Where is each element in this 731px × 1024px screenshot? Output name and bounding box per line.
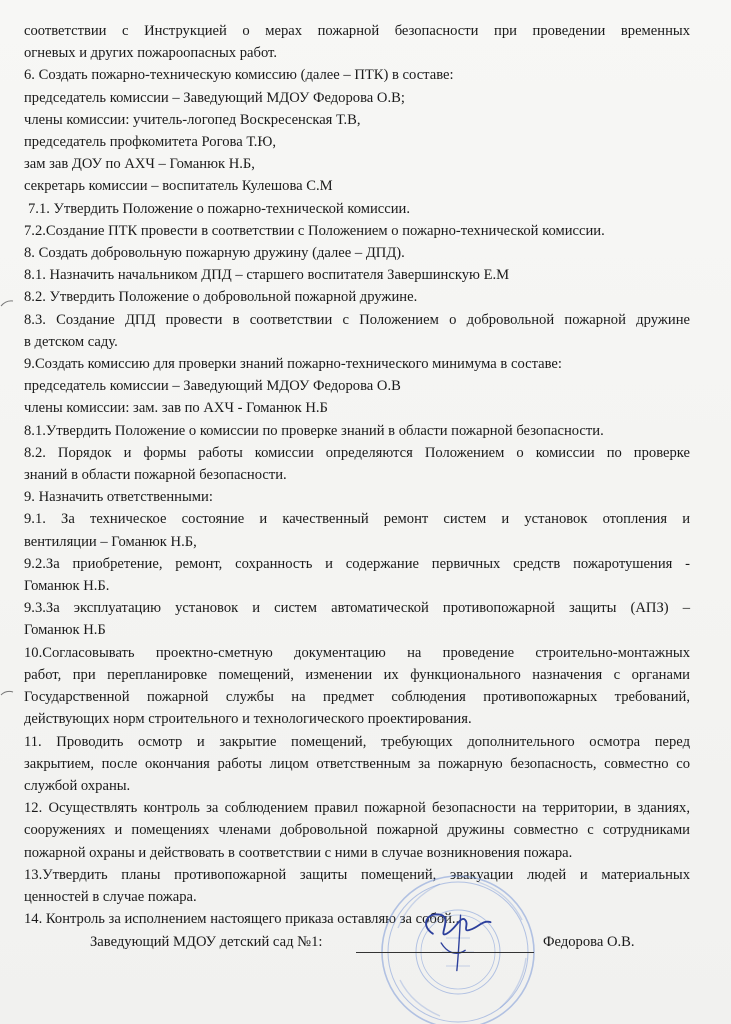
text-line: службой охраны. (24, 777, 131, 794)
text-line: председатель комиссии – Заведующий МДОУ Федорова О.В (24, 378, 401, 395)
document-body (24, 20, 690, 930)
text-line: ценностей в случае пожара. (24, 888, 197, 905)
text-line: зам зав ДОУ по АХЧ – Гоманюк Н.Б, (24, 156, 255, 173)
text-line: Гоманюк Н.Б (24, 622, 106, 639)
text-line: сооружениях и помещениях членами добровольной пожарной дружины совместно с сотрудниками (24, 822, 690, 839)
text-line: председатель профкомитета Рогова Т.Ю, (24, 134, 277, 151)
text-line: 9.Создать комиссию для проверки знаний пожарно-технического минимума в составе: (24, 356, 562, 373)
text-line: члены комиссии: зам. зав по АХЧ - Гоманюк Н.Б (24, 400, 328, 417)
text-line: 7.1. Утвердить Положение о пожарно-технической комиссии. (28, 200, 411, 217)
signature-label: Заведующий МДОУ детский сад №1: (90, 934, 323, 950)
text-line: огневых и других пожароопасных работ. (24, 45, 277, 62)
text-line: 8.2. Порядок и формы работы комиссии определяются Положением о комиссии по проверке (24, 444, 690, 461)
text-line: 14. Контроль за исполнением настоящего приказа оставляю за собой.. (24, 911, 460, 928)
text-line: 8.1. Назначить начальником ДПД – старшего воспитателя Завершинскую Е.М (24, 267, 510, 284)
text-line: 13.Утвердить планы противопожарной защиты помещений, эвакуации людей и материальных (24, 866, 690, 883)
text-line: 8.2. Утвердить Положение о добровольной пожарной дружине. (24, 289, 418, 306)
text-line: 9.2.За приобретение, ремонт, сохранность и содержание первичных средств пожаротушения - (24, 555, 690, 572)
text-line: члены комиссии: учитель-логопед Воскресенская Т.В, (24, 111, 361, 128)
text-line: Государственной пожарной службы на предмет соблюдения противопожарных требований, (24, 689, 690, 706)
signatory-name: Федорова О.В. (543, 934, 635, 950)
text-line: председатель комиссии – Заведующий МДОУ Федорова О.В; (24, 89, 405, 106)
text-line: 7.2.Создание ПТК провести в соответствии с Положением о пожарно-технической комиссии. (24, 222, 605, 239)
text-line: пожарной охраны и действовать в соответствии с ними в случае возникновения пожара. (24, 844, 573, 861)
text-line: действующих норм строительного и технологического проектирования. (24, 711, 472, 728)
text-line: 8. Создать добровольную пожарную дружину (далее – ДПД). (24, 245, 405, 262)
margin-mark-icon (0, 688, 14, 698)
text-line: секретарь комиссии – воспитатель Кулешова С.М (24, 178, 333, 195)
text-line: знаний в области пожарной безопасности. (24, 467, 287, 484)
text-line: 10.Согласовывать проектно-сметную документацию на проведение строительно-монтажных (24, 644, 690, 661)
text-line: работ, при перепланировке помещений, изменении их функционального назначения с органами (24, 666, 690, 683)
text-line: 8.3. Создание ДПД провести в соответствии с Положением о добровольной пожарной дружине (24, 311, 690, 328)
signature-line (356, 952, 534, 953)
text-line: 9. Назначить ответственными: (24, 489, 213, 506)
text-line: 11. Проводить осмотр и закрытие помещений, требующих дополнительного осмотра перед (24, 733, 690, 750)
text-line: 12. Осуществлять контроль за соблюдением правил пожарной безопасности на территории, в зданиях, (24, 800, 690, 817)
text-line: 9.1. За техническое состояние и качественный ремонт систем и установок отопления и (24, 511, 690, 528)
text-line: 8.1.Утвердить Положение о комиссии по проверке знаний в области пожарной безопасности. (24, 422, 604, 439)
text-line: соответствии с Инструкцией о мерах пожарной безопасности при проведении временных (24, 23, 690, 39)
text-line: в детском саду. (24, 333, 118, 350)
text-line: 6. Создать пожарно-техническую комиссию (далее – ПТК) в составе: (24, 67, 454, 84)
text-line: 9.3.За эксплуатацию установок и систем автоматической противопожарной защиты (АПЗ) – (24, 600, 690, 617)
text-line: вентиляции – Гоманюк Н.Б, (24, 533, 197, 550)
text-line: закрытием, после окончания работы лицом ответственным за пожарную безопасность, совместно со (24, 755, 690, 772)
text-line: Гоманюк Н.Б. (24, 578, 110, 595)
margin-mark-icon (0, 298, 14, 308)
signature-row (90, 928, 690, 958)
